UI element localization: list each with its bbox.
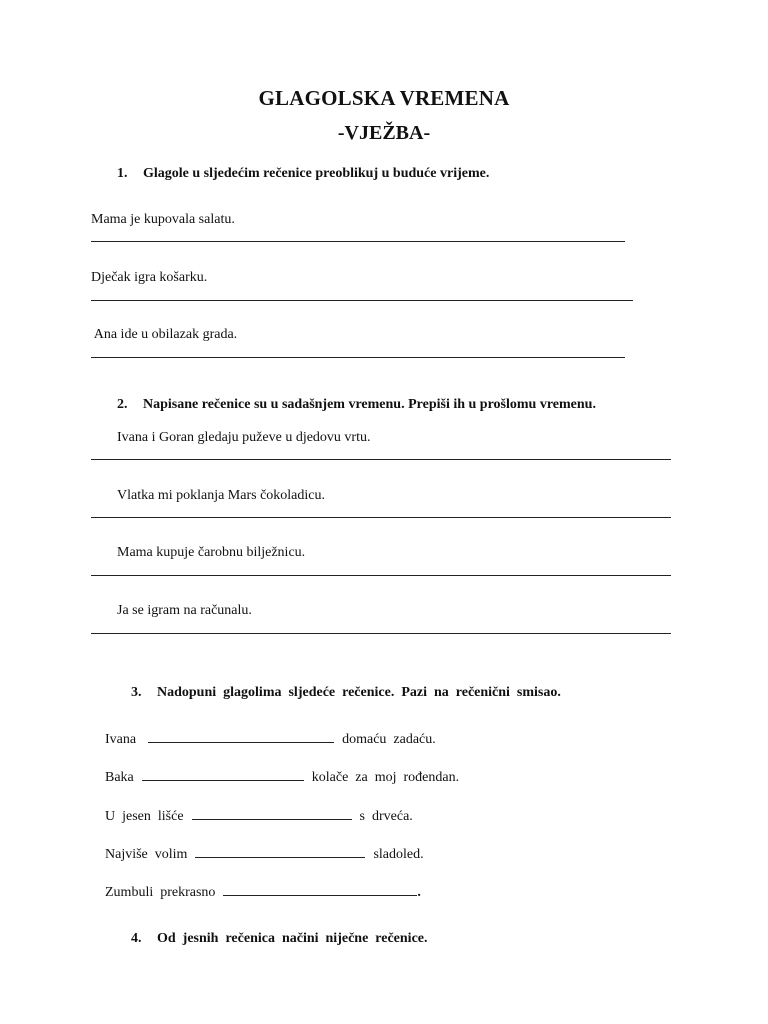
task1-answer-line-1[interactable] (91, 241, 625, 242)
task2-instruction: Napisane rečenice su u sadašnjem vremenu. Prepiši ih u prošlomu vremenu. (143, 397, 596, 412)
worksheet-subtitle: -VJEŽBA- (337, 122, 431, 144)
task2-number: 2. (117, 397, 128, 412)
task3-row-4-after: sladoled. (373, 847, 424, 862)
task1-sentence-2: Dječak igra košarku. (91, 270, 208, 285)
task1-sentence-3: Ana ide u obilazak grada. (91, 327, 238, 342)
task2-answer-line-2[interactable] (91, 517, 671, 518)
task3-row-3-before: U jesen lišće (105, 809, 184, 824)
task2-answer-line-4[interactable] (91, 633, 671, 634)
task3-number: 3. (131, 685, 142, 700)
task3-row-4-before: Najviše volim (105, 847, 188, 862)
task3-row-1-after: domaću zadaću. (342, 732, 436, 747)
task3-row-1-before: Ivana (105, 732, 137, 747)
task3-blank-2[interactable] (142, 768, 304, 781)
task1-sentence-1: Mama je kupovala salatu. (91, 212, 235, 227)
task3-blank-4[interactable] (195, 845, 365, 858)
task2-sentence-2: Vlatka mi poklanja Mars čokoladicu. (117, 488, 325, 503)
task3-row-5-after: . (417, 885, 421, 900)
task3-row-3-after: s drveća. (359, 809, 413, 824)
task3-heading (117, 669, 561, 717)
task2-sentence-4: Ja se igram na računalu. (117, 603, 252, 618)
task4-instruction: Od jesnih rečenica načini niječne rečenice. (157, 931, 428, 946)
task1-heading (117, 166, 489, 182)
task1-answer-line-3[interactable] (91, 357, 625, 358)
task3-blank-3[interactable] (192, 807, 352, 820)
task2-heading (117, 397, 596, 413)
task3-row-2-before: Baka (105, 770, 134, 785)
task4-number: 4. (131, 931, 142, 946)
task4-heading (117, 915, 428, 963)
task3-row-2-after: kolače za moj rođendan. (311, 770, 460, 785)
task3-blank-5[interactable] (223, 883, 417, 896)
task3-blank-1[interactable] (148, 730, 334, 743)
task2-sentence-1: Ivana i Goran gledaju puževe u djedovu vrtu. (117, 430, 371, 445)
task3-instruction: Nadopuni glagolima sljedeće rečenice. Pazi na rečenični smisao. (157, 685, 561, 700)
task2-answer-line-1[interactable] (91, 459, 671, 460)
task3-row-5 (91, 867, 421, 917)
worksheet-title: GLAGOLSKA VREMENA (258, 86, 510, 110)
task1-instruction: Glagole u sljedećim rečenice preoblikuj u buduće vrijeme. (143, 166, 490, 181)
task1-number: 1. (117, 166, 128, 181)
task3-row-5-before: Zumbuli prekrasno (105, 885, 216, 900)
task2-sentence-3: Mama kupuje čarobnu bilježnicu. (117, 545, 306, 560)
task2-answer-line-3[interactable] (91, 575, 671, 576)
task1-answer-line-2[interactable] (91, 300, 633, 301)
